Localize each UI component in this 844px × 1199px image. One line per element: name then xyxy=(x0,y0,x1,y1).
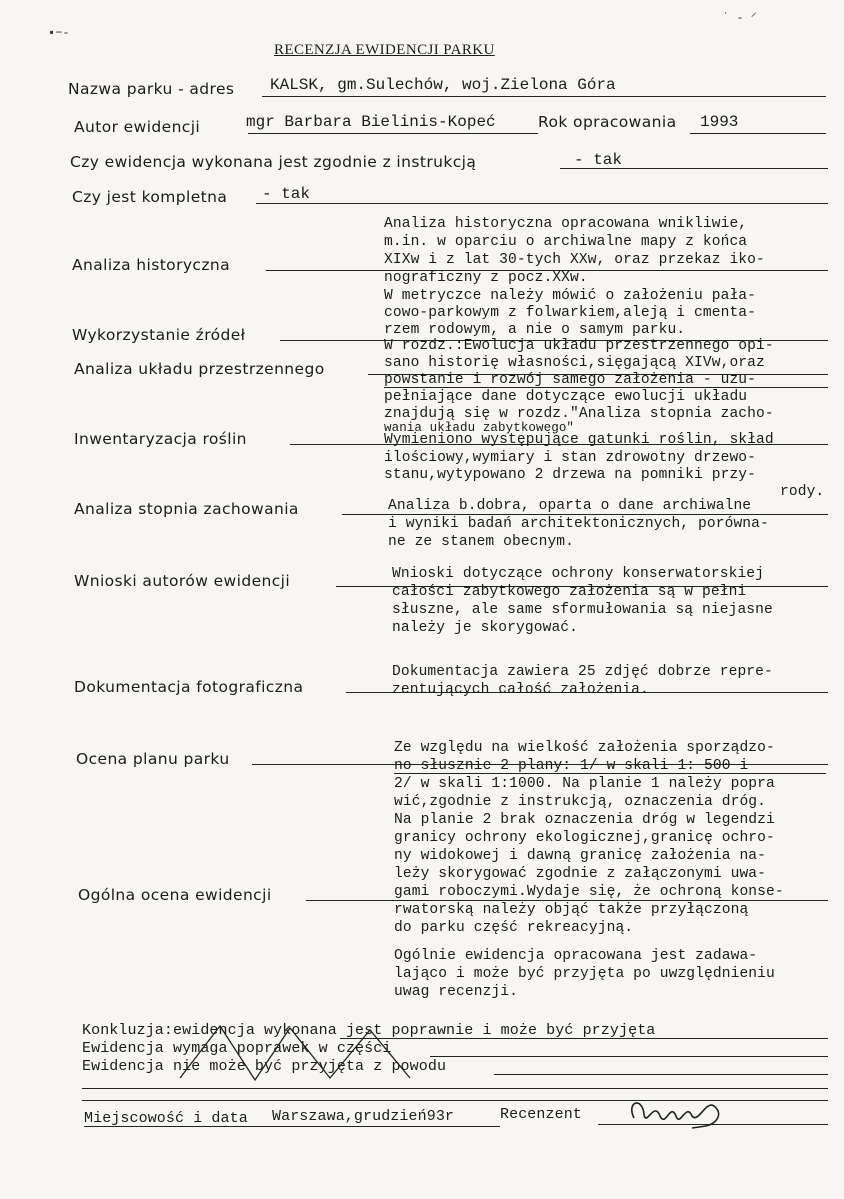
photo-line-2: zentujących całość założenia. xyxy=(392,682,649,698)
conclusion-accepted: Konkluzja:ewidencja wykonana jest poprawnie i może być przyjęta xyxy=(82,1022,656,1039)
historical-line-3: XIXw i z lat 30-tych XXw, oraz przekaz iko- xyxy=(384,252,765,268)
conclusion-line-3 xyxy=(494,1074,828,1075)
photo-line-1: Dokumentacja zawiera 25 zdjęć dobrze repre- xyxy=(392,664,773,680)
conclusion-rejected: Ewidencja nie może być przyjęta z powodu xyxy=(82,1058,447,1075)
author-value: mgr Barbara Bielinis-Kopeć xyxy=(246,113,496,131)
plan-line-8: leży skorygować zgodnie z załączonymi uwa- xyxy=(394,866,767,882)
complete-value: - tak xyxy=(262,185,311,203)
strike-out-scribble xyxy=(160,1018,420,1088)
conclusions-label: Wnioski autorów ewidencji xyxy=(74,572,291,590)
spatial-line-1: W rozdz.:Ewolucja układu przestrzennego opi- xyxy=(384,338,774,354)
conclusions-line-2: całości zabytkowego założenia są w pełni xyxy=(392,584,747,600)
historical-line-2: m.in. w oparciu o archiwalne mapy z końca xyxy=(384,234,748,250)
conclusions-line-1: Wnioski dotyczące ochrony konserwatorskiej xyxy=(392,566,765,582)
conclusions-line-3: słuszne, ale same sformułowania są niejasne xyxy=(392,602,773,618)
author-label: Autor ewidencji xyxy=(74,118,201,136)
year-label: Rok opracowania xyxy=(538,113,677,131)
preservation-line-3: ne ze stanem obecnym. xyxy=(388,534,575,550)
year-line xyxy=(690,133,826,134)
spatial-line-6: wania układu zabytkowego" xyxy=(384,421,575,435)
conclusion-line-2 xyxy=(430,1056,828,1057)
year-value: 1993 xyxy=(700,113,739,131)
plants-line-3: stanu,wytypowano 2 drzewa na pomniki przy- xyxy=(384,467,757,483)
sources-line-3: rzem rodowym, a nie o samym parku. xyxy=(384,322,686,338)
sources-label: Wykorzystanie źródeł xyxy=(72,326,246,344)
overall-line-2: lająco i może być przyjęta po uwzględnieniu xyxy=(394,966,775,982)
plan-line-11: do parku część rekreacyjną. xyxy=(394,920,634,936)
corner-mark: ˙ ‑ ⸍ xyxy=(722,11,757,25)
corner-mark: ▪−‑ xyxy=(48,26,70,40)
plan-line-6: granicy ochrony ekologicznej,granicę ochro- xyxy=(394,830,775,846)
overall-line-1: Ogólnie ewidencja opracowana jest zadawa- xyxy=(394,948,758,964)
sources-line-1: W metryczce należy mówić o założeniu pała- xyxy=(384,288,757,304)
preservation-line-2: i wyniki badań architektonicznych, porówna- xyxy=(388,516,769,532)
park-name-line xyxy=(262,96,826,97)
page-title: RECENZJA EWIDENCJI PARKU xyxy=(274,42,495,58)
historical-label: Analiza historyczna xyxy=(72,256,230,274)
spatial-line-5: znajdują się w rozdz."Analiza stopnia zacho- xyxy=(384,406,774,422)
historical-line-1: Analiza historyczna opracowana wnikliwie, xyxy=(384,216,748,232)
preservation-label: Analiza stopnia zachowania xyxy=(74,500,299,518)
overall-line-3: uwag recenzji. xyxy=(394,984,519,1000)
park-name-value: KALSK, gm.Sulechów, woj.Zielona Góra xyxy=(270,76,616,94)
conclusion-needs-fixes: Ewidencja wymaga poprawek w części xyxy=(82,1040,392,1057)
plan-line-1: Ze względu na wielkość założenia sporządzo- xyxy=(394,740,775,756)
plan-line-7: ny widokowej i dawną granicę założenia na- xyxy=(394,848,767,864)
plants-line-4: rody. xyxy=(780,484,825,500)
complete-label: Czy jest kompletna xyxy=(72,188,228,206)
conclusions-line-4: należy je skorygować. xyxy=(392,620,579,636)
plan-line-10: rwatorską należy objąć także przyłączoną xyxy=(394,902,749,918)
spatial-strike-line xyxy=(384,387,828,388)
place-date-value: Warszawa,grudzień93r xyxy=(272,1108,455,1125)
plan-line-4: wić,zgodnie z instrukcją, oznaczenia dróg. xyxy=(394,794,767,810)
signature xyxy=(620,1088,730,1138)
reviewer-label: Recenzent xyxy=(500,1106,582,1123)
overall-label: Ogólna ocena ewidencji xyxy=(78,886,272,904)
sources-line-2: cowo-parkowym z folwarkiem,aleją i cmenta- xyxy=(384,305,757,321)
preservation-line-1: Analiza b.dobra, oparta o dane archiwalne xyxy=(388,498,752,514)
plan-strike-line xyxy=(394,773,826,774)
instruction-value: - tak xyxy=(574,151,623,169)
author-line xyxy=(248,133,538,134)
spatial-line-4: pełniające dane dotyczące ewolucji układu xyxy=(384,389,748,405)
spatial-line-2: sano historię własności,sięgającą XIVw,oraz xyxy=(384,355,765,371)
place-date-label: Miejscowość i data xyxy=(84,1110,248,1127)
plan-line-3: 2/ w skali 1:1000. Na planie 1 należy popra xyxy=(394,776,775,792)
instruction-label: Czy ewidencja wykonana jest zgodnie z instrukcją xyxy=(70,153,477,171)
plan-line-2: no słusznie 2 plany: 1/ w skali 1: 500 i xyxy=(394,758,749,774)
plan-label: Ocena planu parku xyxy=(76,750,230,768)
plants-label: Inwentaryzacja roślin xyxy=(74,430,247,448)
complete-line xyxy=(256,203,828,204)
plants-line-1: Wymieniono występujące gatunki roślin, skład xyxy=(384,432,774,448)
overall-line xyxy=(306,900,828,901)
instruction-line xyxy=(560,168,828,169)
spatial-line-3: powstanie i rozwój samego założenia - uzu- xyxy=(384,372,757,388)
plan-line-5: Na planie 2 brak oznaczenia dróg w legendzi xyxy=(394,812,775,828)
photo-label: Dokumentacja fotograficzna xyxy=(74,678,304,696)
place-date-line xyxy=(84,1126,500,1127)
historical-line-4: nograficzny z pocz.XXw. xyxy=(384,270,588,286)
plants-line-2: ilościowy,wymiary i stan zdrowotny drzewo- xyxy=(384,450,757,466)
spatial-label: Analiza układu przestrzennego xyxy=(74,360,325,378)
park-name-label: Nazwa parku - adres xyxy=(68,80,235,98)
plan-line-9: gami roboczymi.Wydaje się, że ochroną konse- xyxy=(394,884,784,900)
